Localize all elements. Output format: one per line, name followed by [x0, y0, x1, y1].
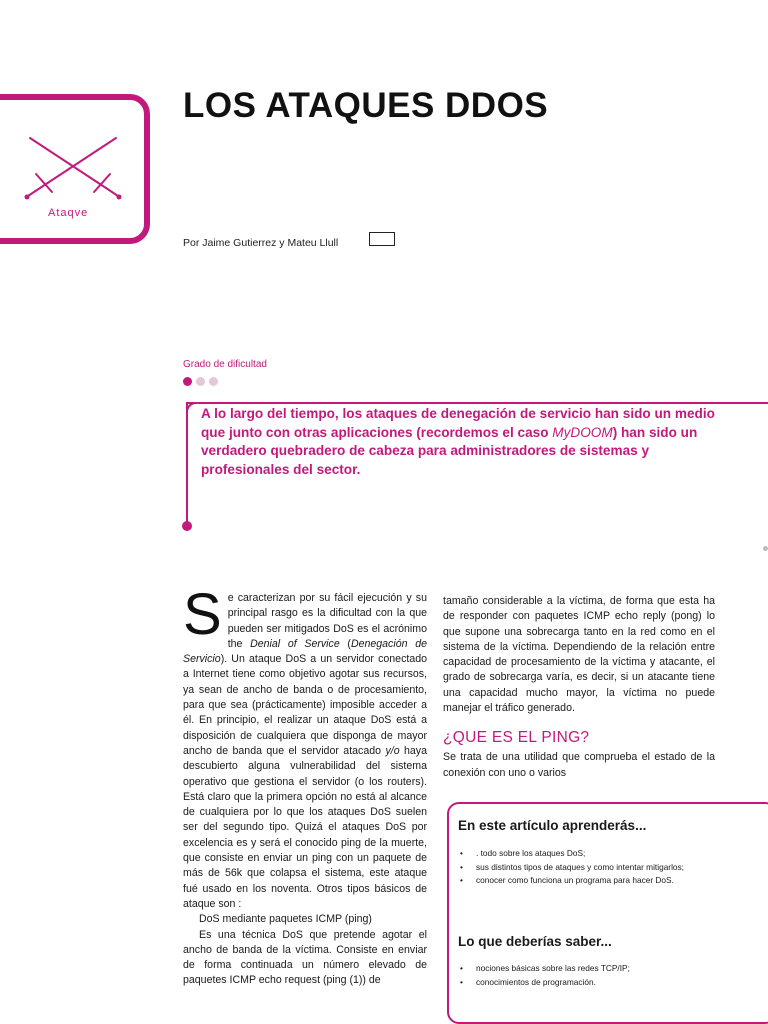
body-paragraph-5: Se trata de una utilidad que comprueba el estado de la conexión con uno o varios	[443, 751, 715, 779]
intro-rule-dot	[182, 521, 192, 531]
category-label: Ataqve	[48, 207, 89, 219]
sidebar-box	[447, 802, 768, 1024]
sidebar-list-know	[458, 962, 690, 989]
body-column-right	[443, 594, 715, 781]
intro-rule-horizontal	[186, 402, 768, 404]
body-paragraph-2: DoS mediante paquetes ICMP (ping)	[199, 913, 372, 926]
difficulty-label: Grado de dificultad	[183, 359, 267, 370]
list-item: • conocimientos de programación.	[458, 976, 690, 990]
article-title: LOS ATAQUES DDOS	[183, 86, 549, 125]
body-column-left	[183, 582, 427, 989]
byline: Por Jaime Gutierrez y Mateu Llull	[183, 237, 339, 249]
body-paragraph-3: Es una técnica DoS que pretende agotar el ancho de banda de la víctima. Consiste en enviar de forma continuada un número elevado de paquetes ICMP echo request (ping (1)) de	[183, 928, 427, 987]
difficulty-dot-empty	[209, 377, 218, 386]
list-item: • conocer como funciona un programa para hacer DoS.	[458, 874, 690, 888]
difficulty-dot-filled	[183, 377, 192, 386]
list-item: • sus distintos tipos de ataques y como intentar mitigarlos;	[458, 861, 690, 875]
body-paragraph-1: Se caracterizan por su fácil ejecución y su principal rasgo es la dificultad con la que pueden ser mitigados DoS es el acrónimo the Denial of Service (Denegación de Servicio). Un ataque DoS a un servidor conectado a Internet tiene como objetivo agotar sus recursos, ya sean de ancho de banda o de procesamiento, para que sea (prácticamente) imposible acceder a él. En principio, el realizar un ataque DoS está a disposición de cualquiera que disponga de mayor ancho de banda que el servidor atacado y/o haya descubierto alguna vulnerabilidad del sistema operativo que gestiona el servidor (o los routers). Está claro que la primera opción no está al alcance de cualquiera por lo que los ataques DoS suelen ser del segundo tipo. Quizá el ataques DoS por excelencia es y será el conocido ping de la muerte, que consiste en enviar un ping con un paquete de más de 56k que colapsa el sistema, este ataque fué usado en los noventa. Otros tipos básicos de ataque son :	[183, 582, 427, 910]
crossed-swords-icon	[18, 132, 128, 202]
sidebar-list-learn	[458, 847, 690, 888]
section-heading-ping: ¿QUE ES EL PING?	[443, 729, 590, 747]
difficulty-dot-empty	[196, 377, 205, 386]
intro-emphasis: MyDOOM	[552, 424, 613, 440]
article-intro: A lo largo del tiempo, los ataques de denegación de servicio han sido un medio que junto con otras aplicaciones (recordemos el caso MyDOOM) han sido un verdadero quebradero de cabeza para administradores de sistemas y profesionales del sector.	[201, 406, 715, 477]
intro-rule-corner	[186, 402, 200, 416]
drop-cap: S	[183, 582, 222, 647]
sidebar-heading-know: Lo que deberías saber...	[458, 934, 612, 949]
body-paragraph-4: tamaño considerable a la víctima, de forma que esta ha de responder con paquetes ICMP echo reply (pong) lo que supone una sobrecarga tanto en la red como en el sistema de la víctima. Dependiendo de la relación entre capacidad de procesamiento de la víctima y atacante, el grado de sobrecarga varía, es decir, si un atacante tiene una capacidad mucho mayor, la víctima no puede manejar el tráfico generado.	[443, 595, 715, 715]
byline-box	[369, 232, 395, 246]
edge-dot	[763, 546, 768, 551]
list-item: • nociones básicas sobre las redes TCP/IP;	[458, 962, 690, 976]
sidebar-heading-learn: En este artículo aprenderás...	[458, 818, 647, 833]
list-item: • . todo sobre los ataques DoS;	[458, 847, 690, 861]
intro-rule-vertical	[186, 402, 188, 526]
